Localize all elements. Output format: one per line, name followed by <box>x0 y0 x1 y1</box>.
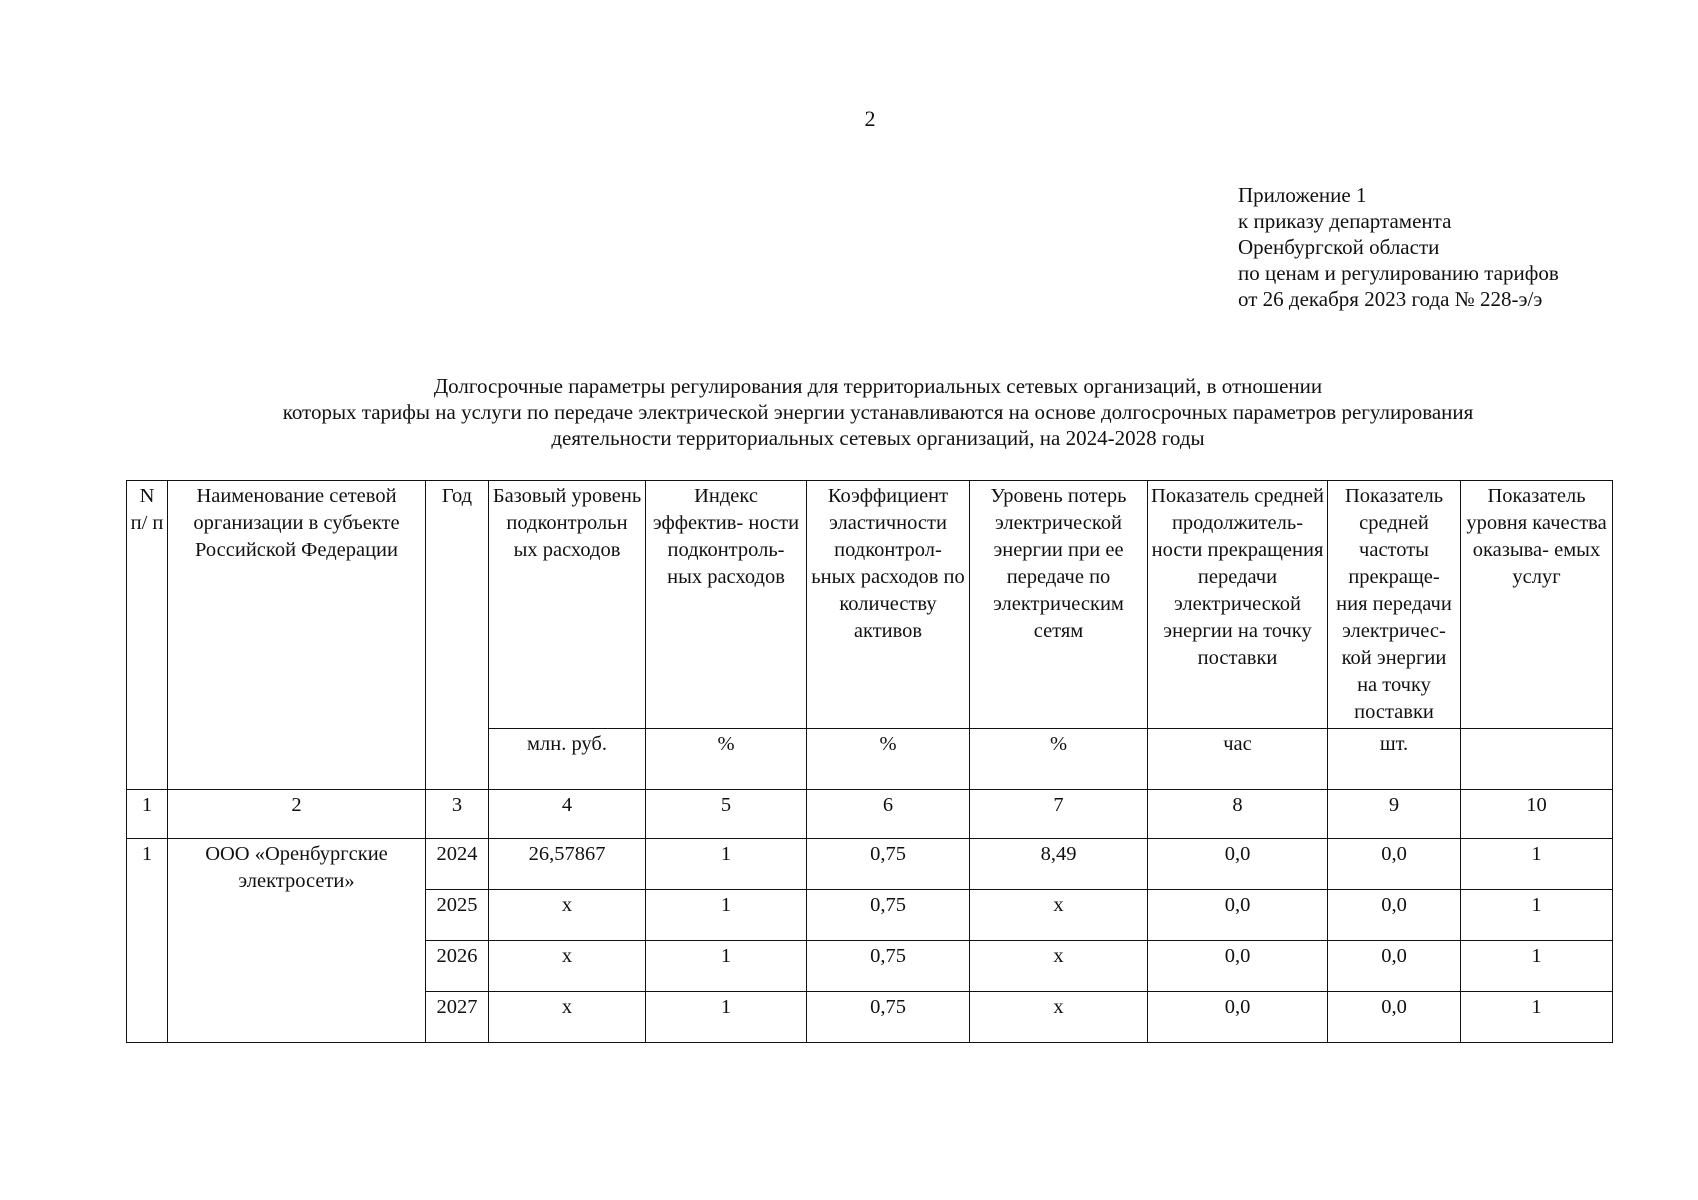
elasticity-cell: 0,75 <box>807 839 970 890</box>
header-organization-name: Наименование сетевой организации в субъекте Российской Федерации <box>168 481 426 790</box>
duration-cell: 0,0 <box>1148 839 1328 890</box>
frequency-cell: 0,0 <box>1328 992 1461 1043</box>
appendix-line: Оренбургской области <box>1238 235 1440 259</box>
frequency-cell: 0,0 <box>1328 890 1461 941</box>
title-line: деятельности территориальных сетевых организаций, на 2024-2028 годы <box>551 426 1205 450</box>
base-cost-cell: х <box>489 992 646 1043</box>
appendix-line: к приказу департамента <box>1238 209 1452 233</box>
losses-cell: 8,49 <box>970 839 1148 890</box>
unit-losses: % <box>970 729 1148 790</box>
column-numbers-row <box>127 790 1613 839</box>
elasticity-cell: 0,75 <box>807 941 970 992</box>
header-duration: Показатель средней продолжитель- ности прекращения передачи электрической энергии на точку поставки <box>1148 481 1328 729</box>
column-number: 5 <box>646 790 807 839</box>
frequency-cell: 0,0 <box>1328 839 1461 890</box>
unit-base-cost: млн. руб. <box>489 729 646 790</box>
header-row <box>127 481 1613 729</box>
header-year: Год <box>426 481 489 790</box>
elasticity-cell: 0,75 <box>807 992 970 1043</box>
appendix-reference <box>1238 182 1559 312</box>
base-cost-cell: х <box>489 941 646 992</box>
year-cell: 2024 <box>426 839 489 890</box>
efficiency-index-cell: 1 <box>646 890 807 941</box>
unit-duration: час <box>1148 729 1328 790</box>
efficiency-index-cell: 1 <box>646 941 807 992</box>
table-row <box>127 839 1613 890</box>
appendix-line: от 26 декабря 2023 года № 228-э/э <box>1238 287 1543 311</box>
column-number: 7 <box>970 790 1148 839</box>
base-cost-cell: 26,57867 <box>489 839 646 890</box>
duration-cell: 0,0 <box>1148 992 1328 1043</box>
unit-frequency: шт. <box>1328 729 1461 790</box>
duration-cell: 0,0 <box>1148 941 1328 992</box>
quality-cell: 1 <box>1461 992 1613 1043</box>
duration-cell: 0,0 <box>1148 890 1328 941</box>
title-line: Долгосрочные параметры регулирования для территориальных сетевых организаций, в отношении <box>433 374 1323 398</box>
regulation-parameters-table <box>126 480 1613 1043</box>
losses-cell: х <box>970 992 1148 1043</box>
quality-cell: 1 <box>1461 890 1613 941</box>
efficiency-index-cell: 1 <box>646 839 807 890</box>
page-number: 2 <box>864 106 876 131</box>
losses-cell: х <box>970 890 1148 941</box>
appendix-line: Приложение 1 <box>1238 183 1367 207</box>
base-cost-cell: х <box>489 890 646 941</box>
year-cell: 2027 <box>426 992 489 1043</box>
header-quality: Показатель уровня качества оказыва- емых услуг <box>1461 481 1613 729</box>
header-base-cost: Базовый уровень подконтрольн ых расходов <box>489 481 646 729</box>
year-cell: 2025 <box>426 890 489 941</box>
appendix-line: по ценам и регулированию тарифов <box>1238 261 1559 285</box>
year-cell: 2026 <box>426 941 489 992</box>
unit-efficiency-index: % <box>646 729 807 790</box>
elasticity-cell: 0,75 <box>807 890 970 941</box>
column-number: 8 <box>1148 790 1328 839</box>
title-line: которых тарифы на услуги по передаче электрической энергии устанавливаются на основе долгосрочных параметров регулирования <box>282 400 1474 424</box>
document-title <box>120 373 1636 451</box>
losses-cell: х <box>970 941 1148 992</box>
organization-name: ООО «Оренбургские электросети» <box>168 839 426 1043</box>
column-number: 2 <box>168 790 426 839</box>
frequency-cell: 0,0 <box>1328 941 1461 992</box>
column-number: 10 <box>1461 790 1613 839</box>
column-number: 6 <box>807 790 970 839</box>
header-npp: N п/ п <box>127 481 168 790</box>
unit-quality <box>1461 729 1613 790</box>
header-frequency: Показатель средней частоты прекраще- ния передачи электричес- кой энергии на точку поставки <box>1328 481 1461 729</box>
header-elasticity: Коэффициент эластичности подконтрол- ьных расходов по количеству активов <box>807 481 970 729</box>
quality-cell: 1 <box>1461 941 1613 992</box>
header-losses: Уровень потерь электрической энергии при ее передаче по электрическим сетям <box>970 481 1148 729</box>
column-number: 1 <box>127 790 168 839</box>
column-number: 3 <box>426 790 489 839</box>
column-number: 4 <box>489 790 646 839</box>
unit-elasticity: % <box>807 729 970 790</box>
header-efficiency-index: Индекс эффектив- ности подконтроль- ных расходов <box>646 481 807 729</box>
column-number: 9 <box>1328 790 1461 839</box>
efficiency-index-cell: 1 <box>646 992 807 1043</box>
organization-npp: 1 <box>127 839 168 1043</box>
quality-cell: 1 <box>1461 839 1613 890</box>
